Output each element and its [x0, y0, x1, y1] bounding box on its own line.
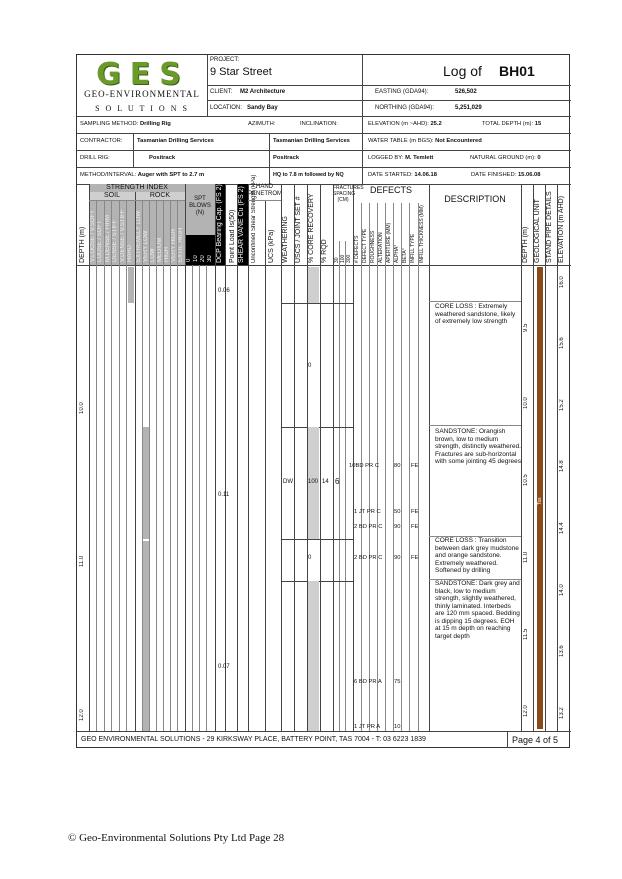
company-logo: [77, 55, 207, 101]
elevation-label: 13.6: [559, 645, 565, 657]
right-depth-label: 12.0: [523, 705, 529, 717]
spt-header: SPT BLOWS (N): [189, 196, 211, 216]
defect-col-1: # DEFECTS: [354, 235, 360, 263]
defect-col-3: ROUGHNESS: [370, 230, 376, 263]
description-sandstone-1: SANDSTONE: Orangish brown, low to medium strength, distinctly weathered. Fractures are sub-horizontal with some jointing 45 degrees: [435, 428, 521, 465]
defect-col-5: APERTURE (MM): [386, 222, 392, 263]
elevation-label: 14.4: [559, 522, 565, 534]
rqd-header: % RQD: [321, 239, 328, 263]
fracture-value: 6: [335, 477, 340, 486]
spt-tick-0: 0: [186, 258, 192, 262]
water-table-label: WATER TABLE (m BGS):: [368, 138, 434, 144]
defects-header: DEFECTS: [369, 185, 412, 195]
defect-row: 1 JT PR A: [354, 724, 381, 730]
page-label: Page 4 of: [512, 735, 551, 745]
inclination-label: INCLINATION:: [300, 121, 338, 127]
rock-col-1: EXTREMELY LOW: [136, 210, 142, 262]
northing-label: NORTHING (GDA94):: [375, 105, 434, 111]
soil-header: SOIL: [89, 192, 135, 200]
core-recovery-bar: [308, 581, 319, 731]
easting-value: 526,502: [455, 89, 477, 95]
defect-row: 6 BD PR A: [354, 679, 382, 685]
weathering-value: DW: [283, 479, 293, 485]
weathering-header: WEATHERING: [282, 216, 289, 263]
project-label: PROJECT:: [210, 57, 240, 63]
sampling-value: Drilling Rig: [139, 121, 171, 127]
sampling-label: SAMPLING METHOD:: [80, 121, 139, 127]
rig-value: Positrack: [149, 155, 176, 161]
frac-tick-300: 300: [346, 254, 352, 263]
stand-pipe-header: STAND PIPE DETAILS: [546, 191, 553, 263]
defect-col-9: INFILL THICKNESS (MM): [419, 205, 425, 263]
location-value: Sandy Bay: [247, 105, 278, 111]
elevation-label: ELEVATION (m ~AHD):: [368, 121, 429, 127]
depth-header: DEPTH (m): [79, 226, 86, 263]
soil-col-1: V.LOOSE / V.SOFT: [90, 210, 96, 262]
right-depth-label: 9.5: [523, 323, 529, 332]
easting-label: EASTING (GDA94):: [375, 89, 429, 95]
natural-ground-label: NATURAL GROUND (m):: [470, 155, 536, 161]
rock-col-5: HIGH: [164, 247, 170, 262]
right-depth-header: DEPTH (m): [522, 226, 529, 263]
strength-bar: [143, 581, 149, 731]
core-recovery-header: % CORE RECOVERY: [308, 193, 315, 263]
location-label: LOCATION:: [210, 105, 242, 111]
frac-tick-30: 30: [334, 257, 340, 263]
hand-penetrom-header: HAND PENETROM: [248, 184, 283, 197]
rig-value-2: Positrack: [273, 155, 300, 161]
page-total: 5: [553, 735, 559, 745]
core-recovery-zero: 0: [308, 363, 312, 369]
defect-alpha: 90: [394, 555, 401, 561]
method-value: Auger with SPT to 2.7 m: [137, 172, 205, 178]
rock-col-7: EXTR. HIGH: [178, 227, 184, 262]
frac-tick-100: 100: [340, 254, 346, 263]
soil-col-2: LOOSE / SOFT: [97, 220, 103, 262]
defect-col-2: DEFECT TYPE: [362, 228, 368, 263]
description-header: DESCRIPTION: [444, 194, 506, 204]
dcp-header: DCP Bearing Cap. (FS 2): [216, 184, 223, 263]
rock-header: ROCK: [135, 192, 185, 200]
soil-col-3: M.DENSE / FIRM: [105, 214, 111, 262]
core-recovery-bar: [308, 267, 319, 303]
spt-tick-10: 10: [193, 255, 199, 262]
strength-bar: [143, 427, 149, 539]
elevation-label: 15.6: [559, 337, 565, 349]
defect-col-4: ALTERATION: [378, 232, 384, 263]
project-name: 9 Star Street: [210, 66, 272, 78]
elevation-label: 14.0: [559, 584, 565, 596]
elevation-label: 13.2: [559, 707, 565, 719]
hole-id: BH01: [499, 63, 535, 79]
soil-col-6: HARD: [127, 244, 133, 262]
defect-col-6: ALPHA°: [394, 244, 400, 263]
core-recovery-zero: 0: [308, 555, 312, 561]
total-depth-value: 15: [534, 121, 542, 127]
geological-unit-label: Tss: [537, 497, 543, 505]
defect-alpha: 10: [394, 724, 401, 730]
depth-label-12: 12.0: [79, 709, 85, 721]
soil-col-5: V.DENSE / V.STIFF: [120, 209, 126, 262]
natural-ground-value: 0: [537, 155, 541, 161]
right-depth-label: 10.0: [523, 397, 529, 409]
defect-alpha: 90: [394, 524, 401, 530]
footer-address: GEO ENVIRONMENTAL SOLUTIONS - 29 KIRKSWAY PLACE, BATTERY POINT, TAS 7004 - T: 03 6223 1839: [81, 736, 426, 743]
rock-col-6: VERY HIGH: [171, 229, 177, 262]
date-started-label: DATE STARTED:: [368, 172, 413, 178]
strength-bar: [128, 267, 134, 303]
date-started-value: 14.06.18: [414, 172, 437, 178]
rig-label: DRILL RIG:: [80, 155, 110, 161]
logged-by-value: M. Temlett: [405, 155, 434, 161]
description-core-loss-2: CORE LOSS : Transition between dark grey mudstone and orange sandstone. Extremely weathered. Softened by drilling: [435, 537, 519, 574]
defect-infill: FE: [411, 524, 419, 530]
depth-label-10: 10.0: [79, 402, 85, 414]
description-sandstone-2: SANDSTONE: Dark grey and black, low to medium strength, slightly weathered, thinly laminated. Interbeds are 120 mm spaced. Bedding is dipping 15 degrees. EOH at 15 m depth on reaching target depth: [435, 580, 520, 640]
depth-label-11: 11.0: [79, 555, 85, 567]
defect-infill: FE: [411, 509, 419, 515]
defect-col-7: BETA°: [402, 248, 408, 263]
contractor-value-2: Tasmanian Drilling Services: [273, 138, 350, 144]
fractures-header: FRACTURES SPACING (CM): [333, 185, 364, 203]
uscs-header: USCS / JOINT SET #: [295, 196, 302, 263]
logo-letters: GES: [96, 57, 190, 92]
ucs-header: UCS (kPa): [268, 229, 275, 263]
description-core-loss-1: CORE LOSS : Extremely weathered sandstone, likely of extremely low strength: [435, 303, 516, 325]
right-depth-label: 11.5: [523, 628, 529, 640]
defect-row: 2 BD PR C: [354, 524, 383, 530]
strength-index-header: STRENGTH INDEX: [89, 184, 185, 192]
defect-alpha: 50: [394, 509, 401, 515]
logged-by-label: LOGGED BY:: [368, 155, 404, 161]
defect-infill: FE: [411, 463, 419, 469]
right-depth-label: 11.0: [523, 551, 529, 563]
unconfined-header: Unconfined Shear Strength (kPa): [251, 174, 257, 263]
client-value: M2 Architecture: [240, 89, 286, 95]
northing-value: 5,251,029: [455, 105, 482, 111]
elevation-header: ELEVATION (m AHD): [558, 195, 565, 263]
point-load-value: 0.11: [218, 492, 230, 498]
defect-infill: FE: [411, 555, 419, 561]
water-table-value: Not Encountered: [435, 138, 482, 144]
point-load-header: Point Load Is(50): [229, 209, 236, 263]
log-of-label: Log of: [443, 63, 482, 79]
rqd-value: 14: [322, 479, 329, 485]
elevation-label: 16.0: [559, 276, 565, 288]
contractor-value: Tasmanian Drilling Services: [137, 138, 214, 144]
contractor-label: CONTRACTOR:: [80, 138, 123, 144]
logo-line1: GEO-ENVIRONMENTAL: [84, 89, 200, 99]
logo-line2: S O L U T I O N S: [95, 104, 189, 113]
strength-bar: [143, 541, 149, 581]
defect-alpha: 75: [394, 679, 401, 685]
shear-vane-header: SHEAR VANE Cu (FS 2): [238, 186, 245, 263]
elevation-label: 14.8: [559, 460, 565, 472]
right-depth-label: 10.5: [523, 474, 529, 486]
method-value-2: HQ to 7.8 m followed by NQ: [273, 172, 344, 178]
defect-col-8: INFILL TYPE: [410, 233, 416, 263]
borehole-log-sheet: [76, 54, 570, 748]
point-load-value: 0.06: [218, 288, 230, 294]
elevation-value: 25.2: [430, 121, 442, 127]
date-finished-label: DATE FINISHED:: [471, 172, 517, 178]
rock-col-4: MEDIUM: [157, 237, 163, 262]
rock-col-2: VERY LOW: [143, 230, 149, 262]
elevation-label: 15.2: [559, 399, 565, 411]
method-label: METHOD/INTERVAL:: [80, 172, 137, 178]
defect-row: 2 BD PR C: [354, 555, 383, 561]
point-load-value: 0.07: [218, 664, 230, 670]
azimuth-label: AZIMUTH:: [248, 121, 276, 127]
spt-tick-20: 20: [200, 255, 206, 262]
rock-col-3: LOW: [150, 248, 156, 262]
core-recovery-value: 100: [308, 479, 319, 485]
page-footer: © Geo-Environmental Solutions Pty Ltd Page 28: [68, 832, 285, 844]
total-depth-label: TOTAL DEPTH (m):: [482, 121, 534, 127]
spt-tick-30: 30: [207, 255, 213, 262]
soil-col-4: DENSE / STIFF: [112, 219, 118, 262]
client-label: CLIENT:: [210, 89, 233, 95]
defect-alpha: 80: [394, 463, 401, 469]
geological-unit-header: GEOLOGICAL UNIT: [534, 199, 541, 263]
date-finished-value: 15.06.08: [517, 172, 541, 178]
defect-row: 1 JT PR C: [354, 509, 381, 515]
defect-row: 10BD PR C: [349, 463, 380, 469]
